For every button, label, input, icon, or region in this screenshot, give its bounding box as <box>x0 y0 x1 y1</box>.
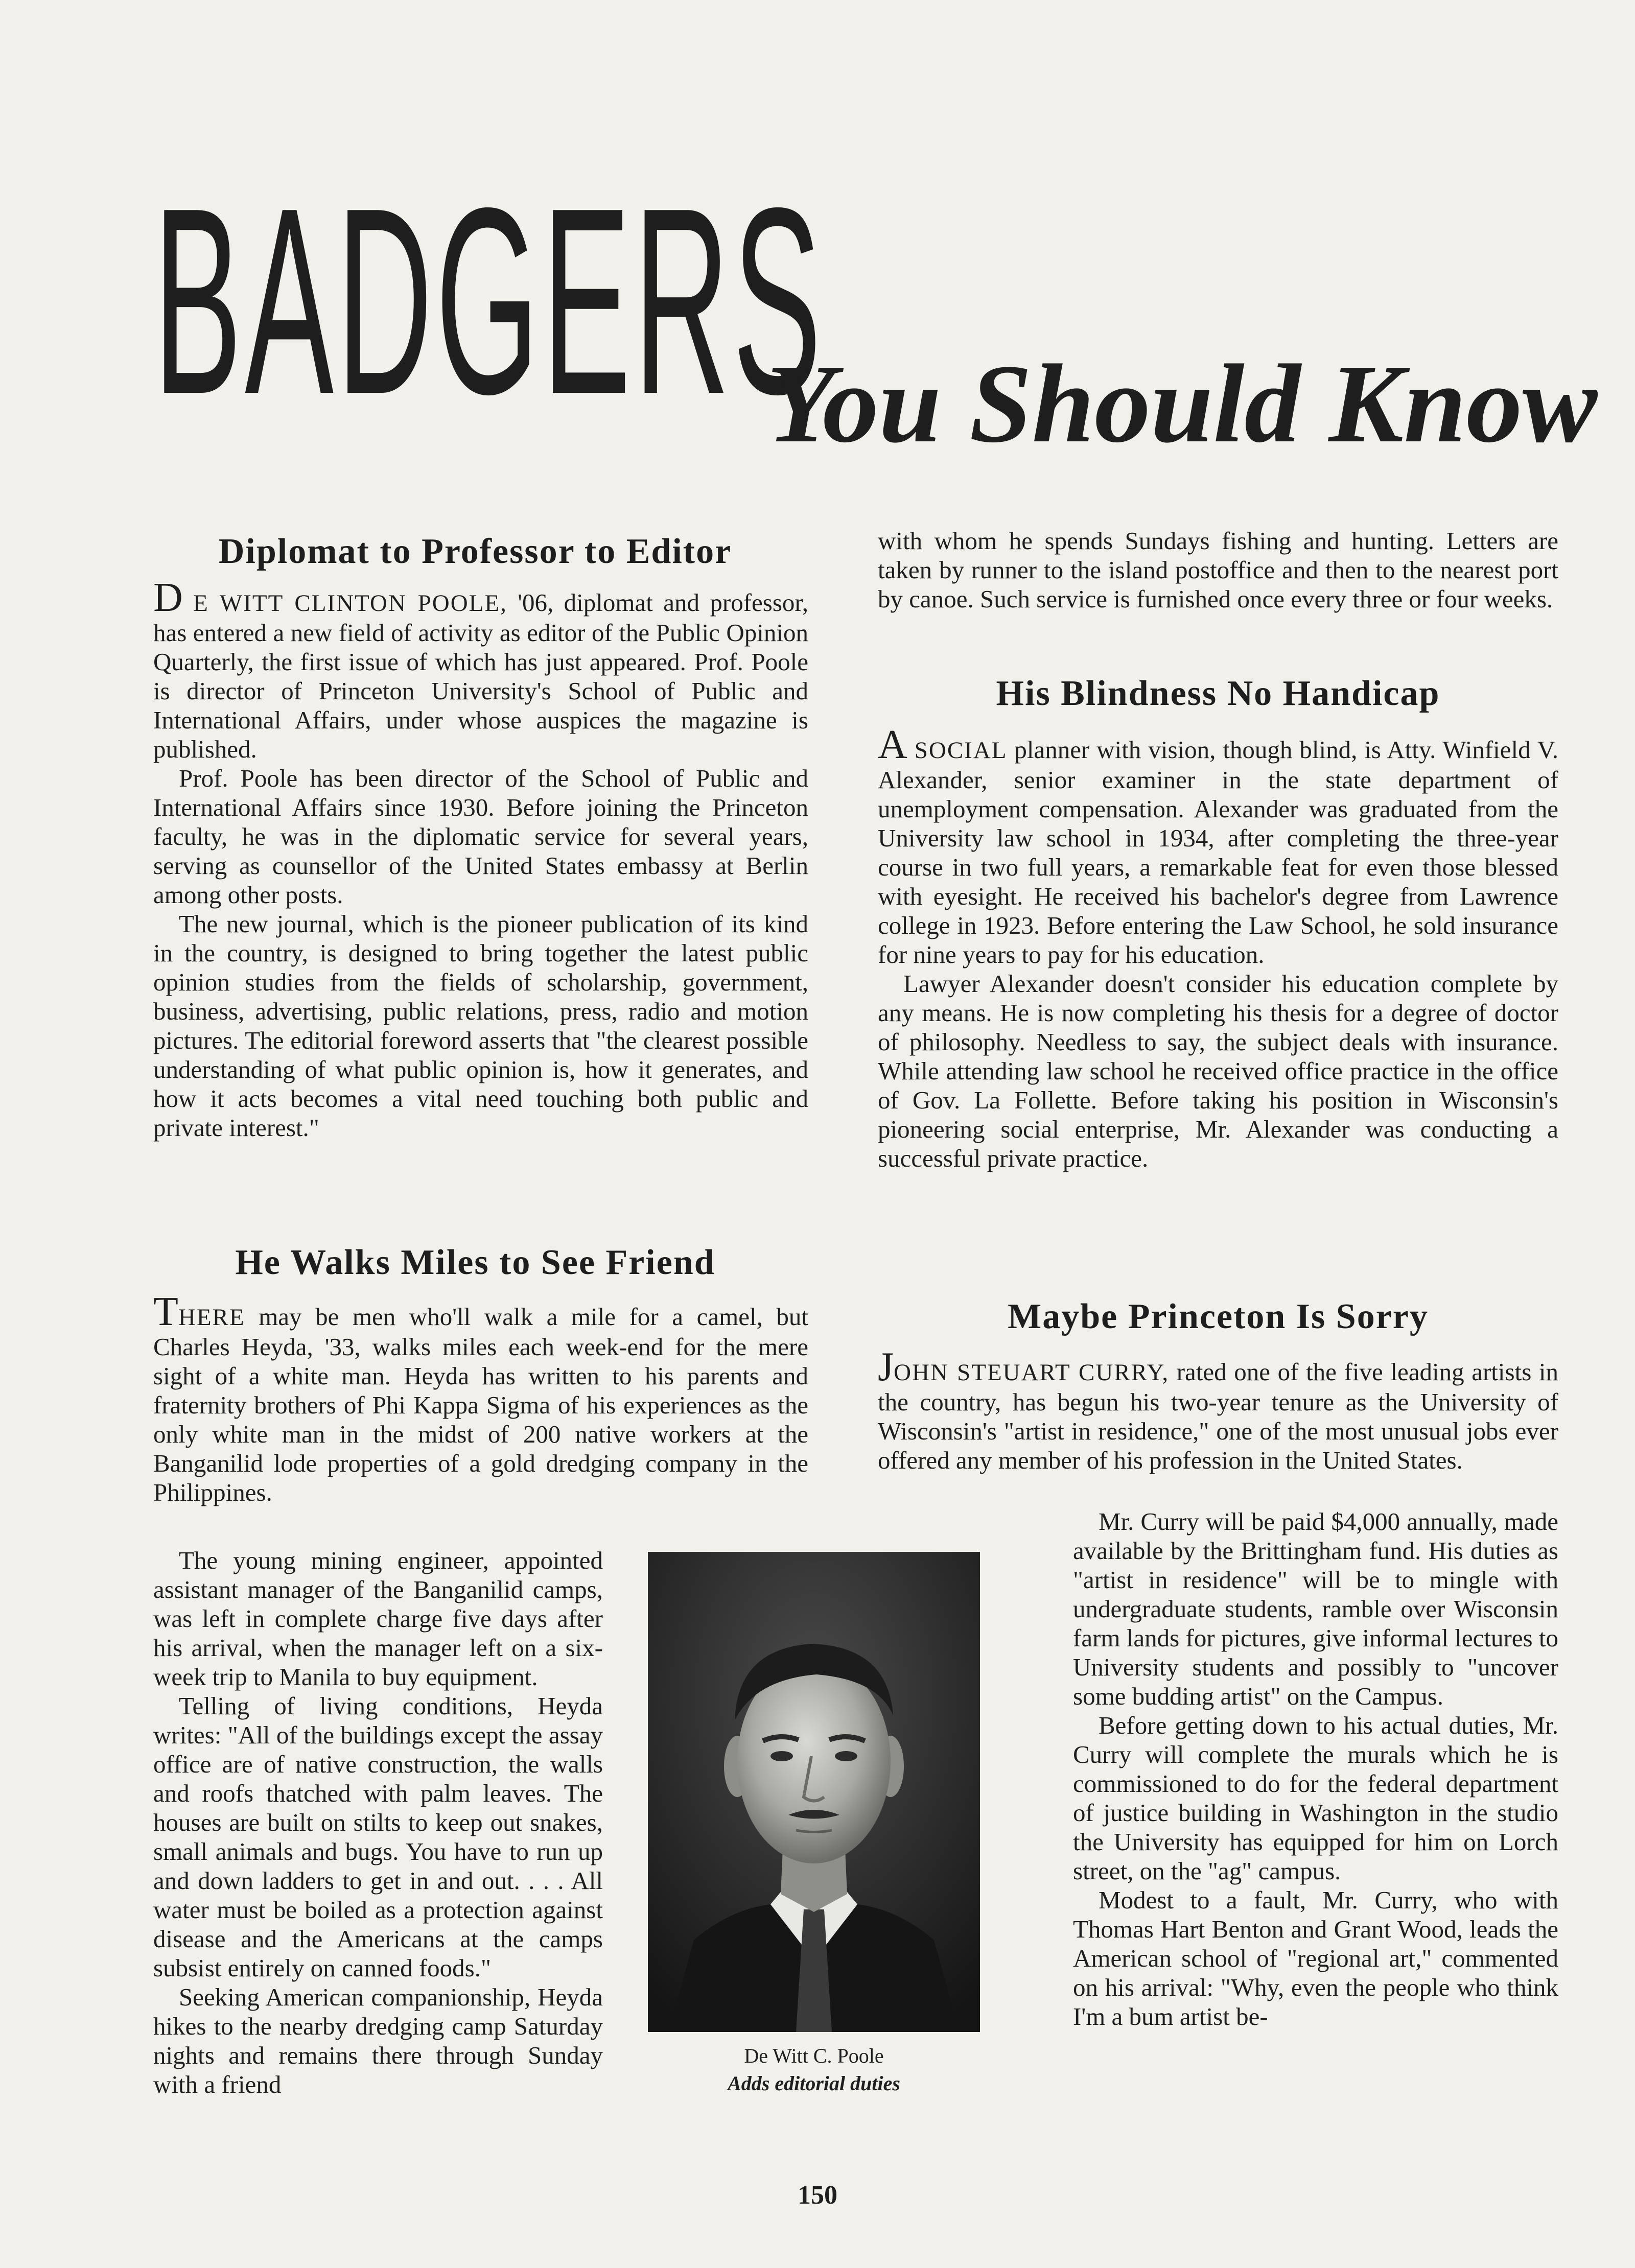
drop-cap: J <box>878 1344 894 1389</box>
article4-paragraph: Before getting down to his actual duties, Mr. Curry will complete the murals which he is commissioned to do for the federal department of justice building in Washington in the studio the University has equipped for him on Lorch street, on the "ag" campus. <box>1073 1711 1558 1885</box>
article4-paragraph: Modest to a fault, Mr. Curry, who with Thomas Hart Benton and Grant Wood, leads the American school of "regional art," commented on his arrival: "Why, even the people who think I'm a bum artist be- <box>1073 1886 1558 2030</box>
caption-name: De Witt C. Poole <box>744 2044 884 2067</box>
page-number: 150 <box>798 2181 837 2210</box>
article2-paragraph: with whom he spends Sundays fishing and hunting. Letters are taken by runner to the island postoffice and then to the nearest port by canoe. Such service is furnished once every three or four weeks. <box>878 527 1558 613</box>
article4-body-narrow <box>1073 1507 1558 2031</box>
article2-paragraph: THERE may be men who'll walk a mile for a camel, but Charles Heyda, '33, walks miles each week-end for the mere sight of a white man. Heyda has written to his parents and fraternity brothers of Phi Kappa Sigma of his experiences as the only white man in the midst of 200 native workers at the Banganilid lode properties of a gold dredging company in the Philippines. <box>153 1289 808 1506</box>
portrait-photo <box>648 1552 980 2032</box>
article1-paragraph: D E WITT CLINTON POOLE, '06, diplomat and professor, has entered a new field of activity as editor of the Public Opinion Quarterly, the first issue of which has just appeared. Prof. Poole is director of Princeton University's School of Public and International Affairs, under whose auspices the magazine is published. <box>153 575 809 763</box>
article4-paragraph: JOHN STEUART CURRY, rated one of the five leading artists in the country, has begun his two-year tenure as the University of Wisconsin's "artist in residence," one of the most unusual jobs ever offered any member of his profession in the United States. <box>878 1344 1558 1474</box>
article2-paragraph: Telling of living conditions, Heyda writes: "All of the buildings except the assay office are of native construction, the walls and roofs thatched with palm leaves. The houses are built on stilts to keep out snakes, small animals and bugs. You have to run up and down ladders to get in and out. . . . All water must be boiled as a protection against disease and the Americans at the camps subsist entirely on canned foods." <box>153 1692 603 1982</box>
article2-body <box>153 1289 808 1507</box>
article2-continued <box>878 526 1558 613</box>
portrait-illustration <box>648 1552 980 2032</box>
article4-body <box>878 1344 1558 1475</box>
article3-paragraph: A SOCIAL planner with vision, though blind, is Atty. Winfield V. Alexander, senior examiner in the state department of unemployment compensation. Alexander was graduated from the University law school in 1934, after completing the three-year course in two full years, a remarkable feat for even those blessed with eyesight. He received his bachelor's degree from Lawrence college in 1923. Before entering the Law School, he sold insurance for nine years to pay for his education. <box>878 722 1559 968</box>
article1-paragraph: Prof. Poole has been director of the School of Public and International Affairs since 1930. Before joining the Princeton faculty, he was in the diplomatic service for several years, serving as counsellor of the United States embassy at Berlin among other posts. <box>153 764 808 909</box>
article1-heading: Diplomat to Professor to Editor <box>218 532 732 571</box>
article3-heading: His Blindness No Handicap <box>996 674 1440 713</box>
article4-heading: Maybe Princeton Is Sorry <box>1008 1297 1429 1336</box>
masthead-title: BADGERS <box>153 153 825 450</box>
article4-paragraph: Mr. Curry will be paid $4,000 annually, made available by the Brittingham fund. His duties as "artist in residence" will be to mingle with undergraduate students, ramble over Wisconsin farm lands for pictures, give informal lectures to University students and possibly to "uncover some budding artist" on the Campus. <box>1073 1507 1558 1710</box>
article3-paragraph: Lawyer Alexander doesn't consider his education complete by any means. He is now completing his thesis for a degree of doctor of philosophy. Needless to say, the subject deals with insurance. While attending law school he received office practice in the office of Gov. La Follette. Before taking his position in Wisconsin's pioneering social enterprise, Mr. Alexander was conducting a successful private practice. <box>878 970 1558 1172</box>
article2-body-narrow <box>153 1546 603 2099</box>
caption-subtitle: Adds editorial duties <box>728 2072 900 2095</box>
article1-body <box>153 575 809 1142</box>
drop-cap: T <box>153 1289 178 1334</box>
article1-paragraph: The new journal, which is the pioneer publication of its kind in the country, is designed to bring together the latest public opinion studies from the fields of scholarship, government, business, advertising, public relations, press, radio and motion pictures. The editorial foreword asserts that "the clearest possible understanding of what public opinion is, how it generates, and how it acts becomes a vital need touching both public and private interest." <box>153 910 808 1142</box>
masthead-script-subtitle: You Should Know <box>766 341 1598 466</box>
article2-heading: He Walks Miles to See Friend <box>235 1243 715 1282</box>
article2-paragraph: The young mining engineer, appointed assistant manager of the Banganilid camps, was left in complete charge five days after his arrival, when the manager left on a six-week trip to Manila to buy equipment. <box>153 1546 603 1691</box>
drop-cap: D <box>153 575 183 620</box>
photo-caption <box>648 2042 980 2097</box>
article2-paragraph: Seeking American companionship, Heyda hikes to the nearby dredging camp Saturday nights and remains there through Sunday with a friend <box>153 1983 603 2098</box>
article3-body <box>878 722 1559 1173</box>
drop-cap: A <box>878 722 907 767</box>
